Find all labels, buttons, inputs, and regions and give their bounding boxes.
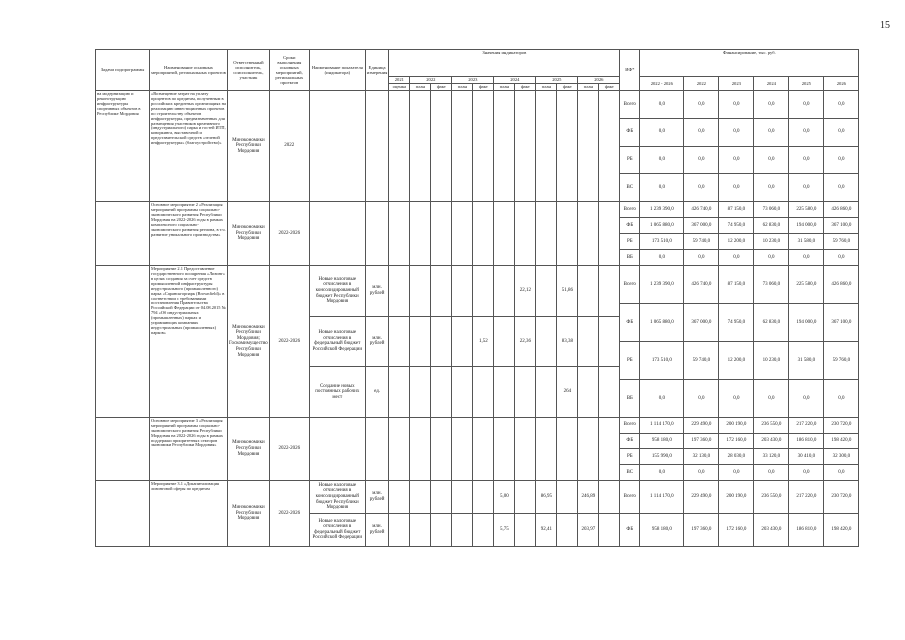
indicator-value <box>515 367 536 418</box>
fin-source: ВС <box>620 465 640 481</box>
fin-value: 0,0 <box>754 465 789 481</box>
fin-source: ВБ <box>620 250 640 266</box>
indicator-value <box>389 417 410 480</box>
indicator-value <box>578 91 599 202</box>
indicator-value <box>578 417 599 480</box>
indicator-value <box>473 513 494 546</box>
indicator-name <box>309 417 365 480</box>
event-cell: Основное мероприятие 2 «Реализация мероприятий программы социально-экономического развития Республики Мордовия на 2022-2026 годы в рамках комплексного социально-экономического развития региона, в т.ч. развитие уникального производства» <box>150 202 228 266</box>
terms-cell: 2022-2026 <box>269 417 309 480</box>
indicator-value <box>536 316 557 367</box>
indicator-name: Создание новых постоянных рабочих мест <box>309 367 365 418</box>
table-header <box>96 50 859 91</box>
indicator-value <box>557 91 578 202</box>
indicator-value: 22,12 <box>515 266 536 317</box>
indicator-value <box>410 202 431 266</box>
fin-value: 0,0 <box>824 465 859 481</box>
indicator-value <box>599 480 620 513</box>
indicator-value <box>410 480 431 513</box>
fin-value: 230 720,0 <box>824 417 859 433</box>
fin-value: 0,0 <box>719 146 754 174</box>
indicator-name <box>309 91 365 202</box>
year-2025: 2025 <box>536 77 578 84</box>
fin-source: ФБ <box>620 118 640 146</box>
indicator-value <box>389 266 410 317</box>
fin-value: 0,0 <box>789 146 824 174</box>
indicator-value <box>410 316 431 367</box>
terms-cell: 2022-2026 <box>269 266 309 418</box>
task-cell <box>96 480 150 546</box>
fin-value: 367 100,0 <box>824 303 859 341</box>
fin-value: 0,0 <box>684 118 719 146</box>
indicator-value <box>452 367 473 418</box>
fin-value: 32 130,0 <box>684 449 719 465</box>
indicator-value <box>431 91 452 202</box>
indicator-value <box>473 266 494 317</box>
fin-value: 0,0 <box>640 174 684 202</box>
indicator-value <box>557 513 578 546</box>
indicator-value <box>452 513 473 546</box>
fin-value: 229 490,0 <box>684 417 719 433</box>
fin-value: 172 160,0 <box>719 433 754 449</box>
fin-value: 194 000,0 <box>789 303 824 341</box>
indicator-value <box>452 480 473 513</box>
indicator-name: Новые налоговые отчисления в федеральный бюджет Российской Федерации <box>309 316 365 367</box>
indicator-value <box>599 417 620 480</box>
fin-value: 1 114 170,0 <box>640 480 684 513</box>
terms-cell: 2022-2026 <box>269 202 309 266</box>
fin-value: 0,0 <box>789 91 824 119</box>
indicator-value <box>536 91 557 202</box>
fin-value: 31 580,0 <box>789 341 824 379</box>
fin-value: 1 239 390,0 <box>640 202 684 218</box>
fin-value: 12 200,0 <box>719 234 754 250</box>
fin-value: 59 740,0 <box>684 341 719 379</box>
fin-value: 198 420,0 <box>824 513 859 546</box>
fin-value: 367 000,0 <box>684 303 719 341</box>
indicator-value <box>431 202 452 266</box>
indicator-value <box>599 202 620 266</box>
sub-header: факт <box>431 84 452 91</box>
fin-source: Всего <box>620 266 640 304</box>
indicator-name <box>309 202 365 266</box>
indicator-unit: млн. рублей <box>365 316 389 367</box>
fin-value: 0,0 <box>754 379 789 417</box>
sub-header: план <box>410 84 431 91</box>
indicator-value: 246,89 <box>578 480 599 513</box>
indicator-value <box>389 91 410 202</box>
fin-value: 0,0 <box>684 250 719 266</box>
indicator-value <box>557 480 578 513</box>
fin-value: 0,0 <box>754 118 789 146</box>
terms-cell: 2022-2026 <box>269 480 309 546</box>
indicator-value <box>515 202 536 266</box>
header-unit: Единица измерения <box>365 50 389 91</box>
fin-value: 0,0 <box>789 174 824 202</box>
sub-header: план <box>536 84 557 91</box>
indicator-name: Новые налоговые отчисления в федеральный бюджет Российской Федерации <box>309 513 365 546</box>
indicator-value <box>515 91 536 202</box>
fin-value: 30 410,0 <box>789 449 824 465</box>
fin-value: 155 990,0 <box>640 449 684 465</box>
fin-source: ФБ <box>620 513 640 546</box>
indicator-value <box>410 367 431 418</box>
fin-value: 87 150,0 <box>719 202 754 218</box>
table-row <box>96 266 859 279</box>
table-row <box>96 417 859 433</box>
indicator-value <box>389 202 410 266</box>
fin-value: 0,0 <box>824 379 859 417</box>
fin-value: 0,0 <box>719 465 754 481</box>
indicator-value <box>599 316 620 367</box>
page-number: 15 <box>880 20 890 31</box>
indicator-value <box>473 480 494 513</box>
executor-cell: Минэкономики Республики Мордовия <box>228 417 270 480</box>
fin-value: 0,0 <box>719 174 754 202</box>
indicator-name: Новые налоговые отчисления в консолидированный бюджет Республики Мордовия <box>309 480 365 513</box>
indicator-unit: млн. рублей <box>365 513 389 546</box>
indicator-unit <box>365 91 389 202</box>
indicator-value <box>515 417 536 480</box>
fin-value: 200 190,0 <box>719 480 754 513</box>
fin-value: 87 150,0 <box>719 266 754 304</box>
fin-value: 426 860,0 <box>824 202 859 218</box>
indicator-value <box>557 202 578 266</box>
indicator-value: 86,95 <box>536 480 557 513</box>
indicator-value <box>536 417 557 480</box>
indicator-unit: млн. рублей <box>365 266 389 317</box>
event-cell: Основное мероприятие 3 «Реализация мероприятий программы социально-экономического развития Республики Мордовия на 2022-2026 годы в рамках поддержки приоритетных секторов экономики Республики Мордовия» <box>150 417 228 480</box>
fin-source: РБ <box>620 341 640 379</box>
indicator-value <box>599 513 620 546</box>
fin-value: 0,0 <box>824 146 859 174</box>
fin-source: ВС <box>620 174 640 202</box>
header-events: Наименование основных мероприятий, региональных проектов <box>150 50 228 91</box>
sub-header: план <box>578 84 599 91</box>
indicator-value: 22,36 <box>515 316 536 367</box>
indicator-value: 264 <box>557 367 578 418</box>
fin-value: 1 065 880,0 <box>640 303 684 341</box>
indicator-value <box>452 316 473 367</box>
fin-value: 217 220,0 <box>789 480 824 513</box>
indicator-value <box>473 367 494 418</box>
fin-value: 59 740,0 <box>684 234 719 250</box>
indicator-value <box>578 316 599 367</box>
terms-cell: 2022 <box>269 91 309 202</box>
fin-source: ВБ <box>620 379 640 417</box>
fin-value: 426 860,0 <box>824 266 859 304</box>
fin-value: 0,0 <box>789 250 824 266</box>
indicator-value <box>452 202 473 266</box>
indicator-value <box>494 316 515 367</box>
fin-value: 197 360,0 <box>684 433 719 449</box>
year-2022: 2022 <box>410 77 452 84</box>
fin-value: 74 950,0 <box>719 303 754 341</box>
fin-value: 229 490,0 <box>684 480 719 513</box>
fin-year: 2022 <box>684 77 719 91</box>
indicator-value <box>473 91 494 202</box>
table-row <box>96 91 859 119</box>
fin-value: 198 420,0 <box>824 433 859 449</box>
indicator-value: 1,52 <box>473 316 494 367</box>
indicator-value <box>515 513 536 546</box>
header-terms: Сроки выполнения основных мероприятий, региональных проектов <box>269 50 309 91</box>
indicator-unit: млн. рублей <box>365 480 389 513</box>
table-body <box>96 91 859 547</box>
table-row <box>96 202 859 218</box>
indicator-value <box>494 417 515 480</box>
fin-value: 203 430,0 <box>754 433 789 449</box>
indicator-value <box>473 417 494 480</box>
sub-header: факт <box>557 84 578 91</box>
fin-value: 0,0 <box>824 91 859 119</box>
fin-source: ФБ <box>620 218 640 234</box>
fin-value: 367 100,0 <box>824 218 859 234</box>
year-2024: 2024 <box>494 77 536 84</box>
year-2026: 2026 <box>578 77 620 84</box>
fin-value: 426 740,0 <box>684 266 719 304</box>
fin-value: 367 000,0 <box>684 218 719 234</box>
fin-value: 173 510,0 <box>640 341 684 379</box>
header-source: ИФ* <box>620 50 640 91</box>
indicator-value <box>599 367 620 418</box>
indicator-value: 51,86 <box>557 266 578 317</box>
fin-value: 0,0 <box>719 91 754 119</box>
fin-value: 0,0 <box>789 118 824 146</box>
fin-year-total: 2022 - 2026 <box>640 77 684 91</box>
fin-value: 230 720,0 <box>824 480 859 513</box>
sub-header: план <box>494 84 515 91</box>
indicator-value <box>389 316 410 367</box>
sub-header: оценка <box>389 84 410 91</box>
fin-value: 0,0 <box>789 379 824 417</box>
indicator-value <box>494 367 515 418</box>
executor-cell: Минэкономики Республики Мордовия <box>228 202 270 266</box>
fin-value: 194 000,0 <box>789 218 824 234</box>
event-cell: «Возмещение затрат на уплату процентов по кредитам, полученным в российских кредитных организациях на реализацию инвестиционных проектов по строительству объектов инфраструктуры, предназначенных для размещения участников креативного (индустриального) парка и гостей ИТП, коворкинга, выставочной и представительской средств «зеленой инфраструктуры» (благоустройство)» <box>150 91 228 202</box>
sub-header: факт <box>473 84 494 91</box>
indicator-value <box>431 513 452 546</box>
indicator-value <box>494 91 515 202</box>
fin-value: 958 180,0 <box>640 433 684 449</box>
fin-year: 2023 <box>719 77 754 91</box>
executor-cell: Минэкономики Республики Мордовия <box>228 480 270 546</box>
fin-value: 0,0 <box>684 91 719 119</box>
header-financing: Финансирование, тыс. руб. <box>640 50 859 77</box>
fin-value: 203 430,0 <box>754 513 789 546</box>
fin-value: 173 510,0 <box>640 234 684 250</box>
indicator-value <box>431 417 452 480</box>
fin-value: 200 190,0 <box>719 417 754 433</box>
event-cell: Мероприятие 2.1 Предоставление государственного поощрения «Лизинг» в целях создания за счет средств промышленной инфраструктуры индустриального (промышленного) парка «Саранскгорпарк (Brownfield)» в соответствии с требованиями постановления Правительства Российской Федерации от 04.08.2015 № 794 «Об индустриальных (промышленных) парках и управляющих компаниях индустриальных (промышленных) парков» <box>150 266 228 418</box>
header-values: Значения индикаторов <box>389 50 620 77</box>
fin-value: 0,0 <box>754 174 789 202</box>
fin-value: 172 160,0 <box>719 513 754 546</box>
indicator-value <box>410 266 431 317</box>
fin-value: 73 060,0 <box>754 266 789 304</box>
indicator-value <box>494 266 515 317</box>
indicator-unit <box>365 417 389 480</box>
fin-value: 0,0 <box>640 465 684 481</box>
fin-source: РБ <box>620 449 640 465</box>
fin-value: 225 580,0 <box>789 266 824 304</box>
fin-value: 426 740,0 <box>684 202 719 218</box>
fin-value: 0,0 <box>719 250 754 266</box>
task-cell <box>96 202 150 266</box>
fin-value: 0,0 <box>640 146 684 174</box>
fin-value: 59 760,0 <box>824 234 859 250</box>
fin-value: 62 830,0 <box>754 303 789 341</box>
fin-source: РБ <box>620 146 640 174</box>
table-row <box>96 480 859 497</box>
fin-value: 0,0 <box>640 250 684 266</box>
indicator-value <box>389 480 410 513</box>
indicator-value <box>452 266 473 317</box>
executor-cell: Минэкономики Республики Мордовия; Госкомимущество Республики Мордовия <box>228 266 270 418</box>
fin-source: Всего <box>620 417 640 433</box>
indicator-unit <box>365 202 389 266</box>
indicator-value <box>389 367 410 418</box>
indicator-value <box>410 513 431 546</box>
indicator-value <box>431 367 452 418</box>
indicator-value <box>536 266 557 317</box>
indicator-value <box>410 417 431 480</box>
fin-value: 74 950,0 <box>719 218 754 234</box>
executor-cell: Минэкономики Республики Мордовия <box>228 91 270 202</box>
fin-value: 32 300,0 <box>824 449 859 465</box>
indicator-value <box>578 202 599 266</box>
fin-value: 0,0 <box>754 91 789 119</box>
task-cell <box>96 266 150 418</box>
header-executor: Ответственный исполнитель, соисполнитель, участник <box>228 50 270 91</box>
indicator-value <box>515 480 536 513</box>
fin-value: 1 065 880,0 <box>640 218 684 234</box>
indicator-value <box>599 91 620 202</box>
fin-value: 0,0 <box>789 465 824 481</box>
fin-year: 2024 <box>754 77 789 91</box>
fin-value: 10 230,0 <box>754 234 789 250</box>
indicator-value <box>431 316 452 367</box>
indicator-value <box>536 202 557 266</box>
indicator-value <box>473 202 494 266</box>
fin-source: ФБ <box>620 433 640 449</box>
fin-source: Всего <box>620 202 640 218</box>
fin-value: 0,0 <box>754 146 789 174</box>
task-cell <box>96 417 150 480</box>
fin-value: 10 230,0 <box>754 341 789 379</box>
fin-value: 0,0 <box>640 379 684 417</box>
sub-header: факт <box>599 84 620 91</box>
indicator-value: 203,97 <box>578 513 599 546</box>
indicator-value <box>431 480 452 513</box>
fin-value: 0,0 <box>719 118 754 146</box>
fin-value: 0,0 <box>640 91 684 119</box>
fin-value: 12 200,0 <box>719 341 754 379</box>
fin-year: 2026 <box>824 77 859 91</box>
fin-value: 73 060,0 <box>754 202 789 218</box>
indicator-value: 5,75 <box>494 513 515 546</box>
fin-value: 62 830,0 <box>754 218 789 234</box>
fin-value: 186 810,0 <box>789 433 824 449</box>
header-task: Задачи подпрограммы <box>96 50 150 91</box>
indicator-value: 83,38 <box>557 316 578 367</box>
fin-source: РБ <box>620 234 640 250</box>
fin-value: 0,0 <box>824 250 859 266</box>
header-indicator: Наименование показателя (индикатора) <box>309 50 365 91</box>
fin-value: 186 810,0 <box>789 513 824 546</box>
indicator-value <box>452 91 473 202</box>
indicator-value <box>599 266 620 317</box>
indicator-value <box>431 266 452 317</box>
fin-value: 0,0 <box>824 174 859 202</box>
indicator-value <box>578 367 599 418</box>
indicator-value <box>494 202 515 266</box>
fin-value: 0,0 <box>684 146 719 174</box>
sub-header: план <box>452 84 473 91</box>
fin-value: 225 580,0 <box>789 202 824 218</box>
fin-value: 236 550,0 <box>754 480 789 513</box>
fin-value: 958 180,0 <box>640 513 684 546</box>
indicator-unit: ед. <box>365 367 389 418</box>
year-2021: 2021 <box>389 77 410 84</box>
fin-value: 197 360,0 <box>684 513 719 546</box>
indicator-value <box>536 367 557 418</box>
fin-year: 2025 <box>789 77 824 91</box>
fin-value: 0,0 <box>824 118 859 146</box>
fin-value: 0,0 <box>684 465 719 481</box>
indicator-name: Новые налоговые отчисления в консолидированный бюджет Республики Мордовия <box>309 266 365 317</box>
program-table <box>95 49 859 547</box>
fin-value: 236 550,0 <box>754 417 789 433</box>
indicator-value: 5,00 <box>494 480 515 513</box>
task-cell: на модернизацию и реконструкцию инфраструктуры спортивных объектов в Республике Мордовия <box>96 91 150 202</box>
fin-source: Всего <box>620 91 640 119</box>
sub-header: факт <box>515 84 536 91</box>
indicator-value <box>578 266 599 317</box>
fin-value: 217 220,0 <box>789 417 824 433</box>
indicator-value <box>557 417 578 480</box>
fin-value: 1 114 170,0 <box>640 417 684 433</box>
fin-value: 33 120,0 <box>754 449 789 465</box>
indicator-value <box>389 513 410 546</box>
fin-value: 0,0 <box>754 250 789 266</box>
fin-value: 59 760,0 <box>824 341 859 379</box>
indicator-value <box>452 417 473 480</box>
indicator-value <box>410 91 431 202</box>
fin-source: Всего <box>620 480 640 513</box>
fin-value: 1 239 390,0 <box>640 266 684 304</box>
event-cell: Мероприятие 3.1 «Докапитализация лизинговой сферы по кредитам <box>150 480 228 546</box>
fin-value: 31 580,0 <box>789 234 824 250</box>
fin-value: 0,0 <box>684 174 719 202</box>
year-2023: 2023 <box>452 77 494 84</box>
fin-value: 0,0 <box>640 118 684 146</box>
indicator-value: 92,41 <box>536 513 557 546</box>
fin-value: 28 030,0 <box>719 449 754 465</box>
fin-value: 0,0 <box>684 379 719 417</box>
fin-value: 0,0 <box>719 379 754 417</box>
fin-source: ФБ <box>620 303 640 341</box>
